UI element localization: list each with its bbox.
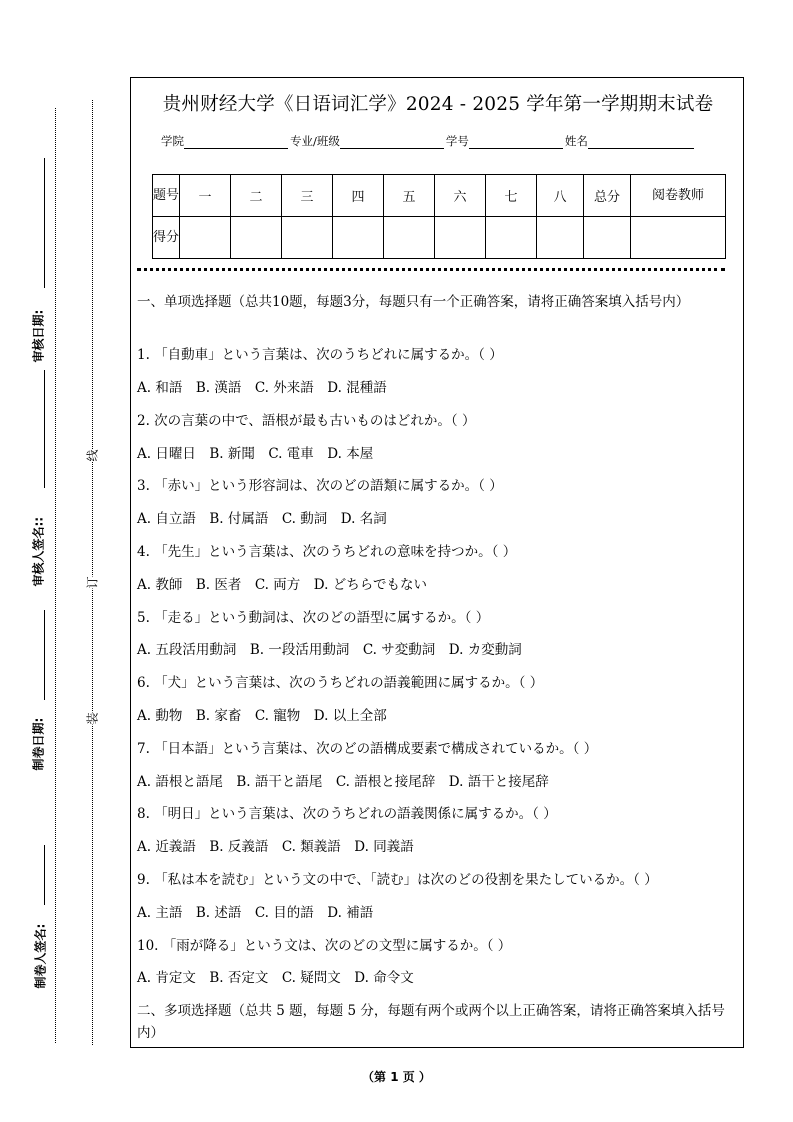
- question-options: A. 日曜日 B. 新聞 C. 電車 D. 本屋: [137, 446, 374, 462]
- column-header: 一: [180, 175, 231, 217]
- college-label: 学院: [161, 134, 184, 148]
- name-blank[interactable]: [588, 147, 694, 149]
- question: 4. 「先生」という言葉は、次のうちどれの意味を持つか。（ ）: [137, 544, 517, 560]
- cut-dotted-line: [92, 100, 93, 1045]
- exam-title: 贵州财经大学《日语词汇学》2024 - 2025 学年第一学期期末试卷: [162, 94, 714, 115]
- question: 7. 「日本語」という言葉は、次のどの語構成要素で構成されているか。（ ）: [137, 741, 598, 757]
- cut-bind-mark: 订: [85, 576, 100, 589]
- question-options: A. 五段活用動詞 B. 一段活用動詞 C. サ変動詞 D. カ変動詞: [137, 642, 522, 658]
- score-cell[interactable]: [537, 217, 584, 259]
- binding-sidebar: [0, 0, 128, 1122]
- question-options: A. 和語 B. 漢語 C. 外来語 D. 混種語: [137, 380, 387, 396]
- score-row-label: 得分: [153, 217, 180, 259]
- column-header: 五: [384, 175, 435, 217]
- column-header: 八: [537, 175, 584, 217]
- name-label: 姓名: [564, 134, 588, 148]
- section-divider: [137, 268, 725, 271]
- section2-heading: 二、多项选择题（总共 5 题，每题 5 分，每题有两个或两个以上正确答案，请将正确答案填入括号内）: [137, 1003, 725, 1041]
- reviewer-date-label: 审核日期:: [31, 309, 46, 363]
- question: 6. 「犬」という言葉は、次のうちどれの語義範囲に属するか。（ ）: [137, 675, 544, 691]
- grader-header: 阅卷教师: [631, 175, 726, 217]
- question-options: A. 語根と語尾 B. 語干と語尾 C. 語根と接尾辞 D. 語干と接尾辞: [137, 774, 549, 790]
- major-blank[interactable]: [340, 147, 444, 149]
- score-cell[interactable]: [231, 217, 282, 259]
- question-number-header: 题号: [153, 175, 180, 217]
- score-cell[interactable]: [384, 217, 435, 259]
- total-score-cell[interactable]: [584, 217, 631, 259]
- column-header: 六: [435, 175, 486, 217]
- column-header: 二: [231, 175, 282, 217]
- exam-frame: [130, 77, 744, 1048]
- cut-fold-mark: 装: [85, 712, 100, 725]
- reviewer-sign-label: 审核人签名::: [31, 516, 46, 587]
- maker-sign-label: 制卷人签名:: [33, 923, 48, 989]
- reviewer-sign-blank[interactable]: [44, 370, 45, 488]
- score-cell[interactable]: [486, 217, 537, 259]
- total-score-header: 总分: [584, 175, 631, 217]
- question: 2. 次の言葉の中で、語根が最も古いものはどれか。（ ）: [137, 413, 476, 429]
- question-options: A. 動物 B. 家畜 C. 寵物 D. 以上全部: [137, 708, 387, 724]
- question: 10. 「雨が降る」という文は、次のどの文型に属するか。（ ）: [137, 938, 512, 954]
- column-header: 七: [486, 175, 537, 217]
- question: 9. 「私は本を読む」という文の中で、「読む」は次のどの役割を果たしているか。（ ）: [137, 872, 658, 888]
- student-info-row: [161, 133, 696, 149]
- question-options: A. 近義語 B. 反義語 C. 類義語 D. 同義語: [137, 839, 414, 855]
- question: 8. 「明日」という言葉は、次のうちどれの語義関係に属するか。（ ）: [137, 806, 557, 822]
- question: 1. 「自動車」という言葉は、次のうちどれに属するか。（ ）: [137, 347, 503, 363]
- signature-dotted-line: [55, 108, 56, 1043]
- score-cell[interactable]: [435, 217, 486, 259]
- student-id-label: 学号: [445, 134, 469, 148]
- reviewer-date-blank[interactable]: [44, 158, 45, 288]
- question: 5. 「走る」という動詞は、次のどの語型に属するか。（ ）: [137, 610, 490, 626]
- student-id-blank[interactable]: [469, 147, 563, 149]
- cut-line-mark: 线: [85, 449, 100, 462]
- page-number: （第 1 页 ）: [362, 1070, 431, 1084]
- column-header: 三: [282, 175, 333, 217]
- maker-sign-blank[interactable]: [44, 845, 45, 905]
- question-options: A. 肯定文 B. 否定文 C. 疑問文 D. 命令文: [137, 970, 414, 986]
- question-options: A. 自立語 B. 付属語 C. 動詞 D. 名詞: [137, 511, 387, 527]
- score-table: [152, 174, 726, 259]
- question-options: A. 主語 B. 述語 C. 目的語 D. 補語: [137, 905, 374, 921]
- score-cell[interactable]: [282, 217, 333, 259]
- question-options: A. 教師 B. 医者 C. 両方 D. どちらでもない: [137, 577, 428, 593]
- section1-heading: 一、单项选择题（总共10题，每题3分，每题只有一个正确答案，请将正确答案填入括号内）: [137, 294, 690, 310]
- major-label: 专业/班级: [290, 134, 340, 148]
- question: 3. 「赤い」という形容詞は、次のどの語類に属するか。（ ）: [137, 478, 503, 494]
- college-blank[interactable]: [184, 147, 288, 149]
- maker-date-blank[interactable]: [44, 610, 45, 700]
- maker-date-label: 制卷日期:: [31, 717, 46, 771]
- score-cell[interactable]: [333, 217, 384, 259]
- score-cell[interactable]: [180, 217, 231, 259]
- grader-cell[interactable]: [631, 217, 726, 259]
- column-header: 四: [333, 175, 384, 217]
